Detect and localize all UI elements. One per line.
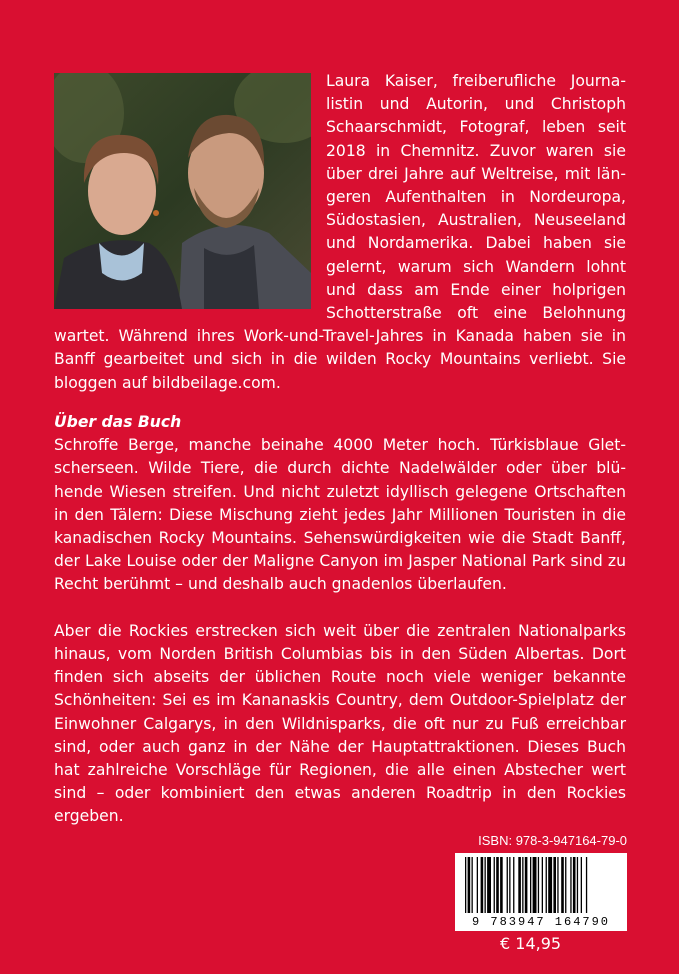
- barcode-bar: [522, 857, 523, 913]
- barcode-bar: [570, 857, 571, 913]
- barcode-bar: [553, 857, 556, 913]
- barcode-bar: [472, 857, 473, 913]
- barcode-bar: [525, 857, 528, 913]
- about-book-section: [54, 411, 626, 829]
- barcode-bar: [565, 857, 566, 913]
- barcode-bar: [496, 857, 499, 913]
- barcode-bar: [500, 857, 503, 913]
- barcode-bar: [581, 857, 582, 913]
- author-bio: [54, 70, 626, 395]
- barcode-bar: [546, 857, 547, 913]
- barcode-bar: [485, 857, 486, 913]
- barcode-bar: [586, 857, 587, 913]
- barcode-bar: [507, 857, 508, 913]
- about-heading: Über das Buch: [54, 413, 182, 431]
- about-paragraph-2: Aber die Rockies erstrecken sich weit über die zentralen Nationalparks hinaus, vom Norden British Columbias bis in den Süden Albertas. Dort finden sich abseits der üblichen Route noch viele weniger bekannte Schönheiten: Sei es im Kananaskis Country, dem Outdoor-Spielplatz der Einwohner Calgarys, in den Wildnisparks, die oft nur zu Fuß erreichbar sind, oder auch ganz in der Nähe der Hauptattraktionen. Dieses Buch hat zahlreiche Vorschläge für Regionen, die alle einen Abstecher wert sind – oder kombiniert den etwas anderen Roadtrip in den Rockies ergeben.: [54, 621, 626, 826]
- photo-spacer: [54, 70, 326, 316]
- barcode-bar: [577, 857, 578, 913]
- barcode-digits: 9 783947 164790: [471, 915, 611, 929]
- barcode-bar: [530, 857, 531, 913]
- barcode-bar: [533, 857, 537, 913]
- barcode-bar: [481, 857, 484, 913]
- barcode-bars: [455, 853, 627, 915]
- isbn-label: ISBN: 978-3-947164-79-0: [478, 833, 627, 848]
- barcode-bar: [538, 857, 539, 913]
- price: € 14,95: [500, 934, 562, 953]
- barcode-bar: [548, 857, 552, 913]
- barcode-bar: [477, 857, 478, 913]
- author-bio-text: Laura Kaiser, freiberufliche Journalistin und Autorin, und Christoph Schaarschmidt, Fotograf, leben seit 2018 in Chemnitz. Zuvor waren sie über drei Jahre auf Weltreise, mit längeren Aufenthalten in Nordeuropa, Südostasien, Australien, Neuseeland und Nordamerika. Dabei haben sie gelernt, warum sich Wandern lohnt und dass am Ende einer holprigen Schotterstraße oft eine Belohnung wartet. Während ihres Work-und-Travel-Jahres in Kanada haben sie in Banff gearbeitet und sich in die wilden Rocky Mountains verliebt. Sie bloggen auf bildbeilage.com.: [54, 72, 626, 392]
- barcode-bar: [542, 857, 543, 913]
- about-paragraph-1: Schroffe Berge, manche beinahe 4000 Meter hoch. Türkisblaue Gletscherseen. Wilde Tiere, die durch dichte Nadelwälder oder über blühende Wiesen streifen. Und nicht zuletzt idyllisch gelegene Ortschaften in den Tälern: Diese Mischung zieht jedes Jahr Millionen Touristen in die kanadischen Rocky Mountains. Sehenswürdigkeiten wie die Stadt Banff, der Lake Louise oder der Maligne Canyon im Jasper National Park sind zu Recht berühmt – und deshalb auch gnadenlos überlaufen.: [54, 436, 626, 594]
- barcode-bar: [468, 857, 471, 913]
- barcode-bar: [561, 857, 564, 913]
- barcode-bar: [513, 857, 514, 913]
- barcode-bar: [494, 857, 495, 913]
- barcode-bar: [465, 857, 466, 913]
- barcode-bar: [573, 857, 576, 913]
- barcode: [455, 853, 627, 931]
- barcode-bar: [518, 857, 521, 913]
- barcode-bar: [509, 857, 510, 913]
- barcode-bar: [487, 857, 491, 913]
- barcode-bar: [557, 857, 558, 913]
